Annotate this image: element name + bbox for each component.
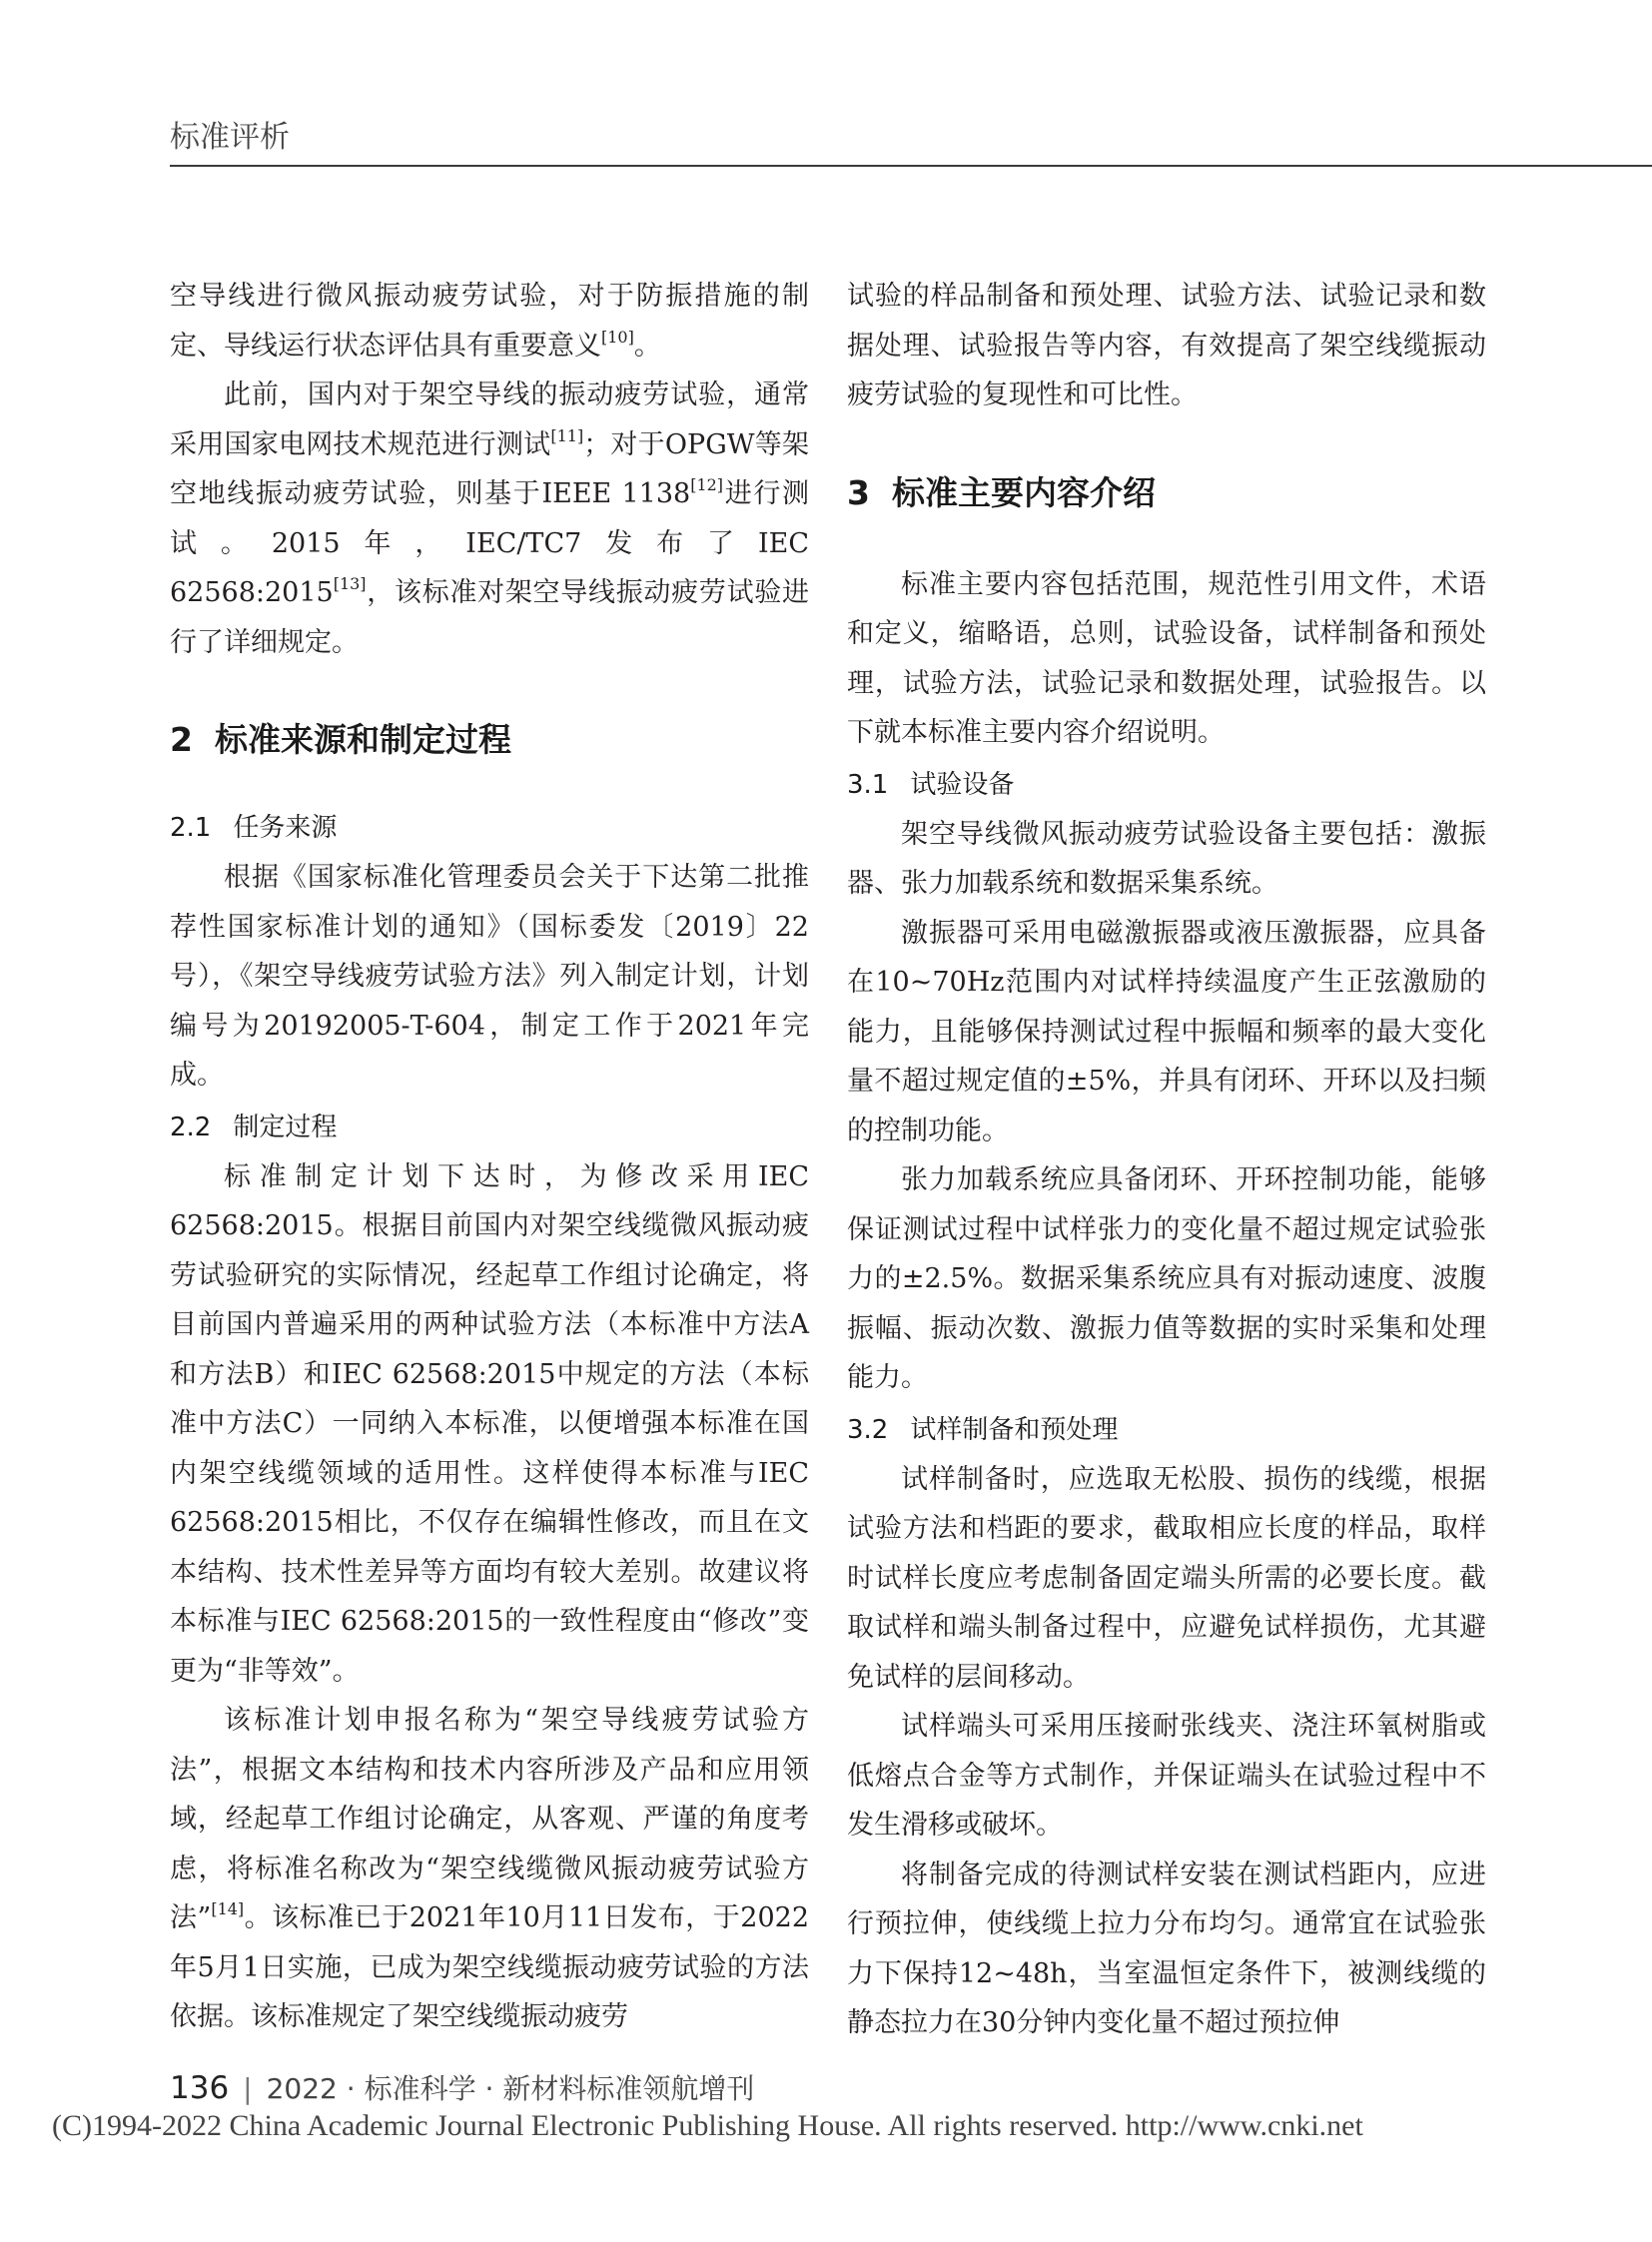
paragraph: 试验的样品制备和预处理、试验方法、试验记录和数据处理、试验报告等内容，有效提高了架空线缆振动疲劳试验的复现性和可比性。 (847, 281, 1486, 410)
footer-dot: · (346, 2072, 356, 2105)
citation: [11] (550, 425, 584, 445)
section-heading: 3 标准主要内容介绍 (847, 472, 1156, 512)
footer-journal: 标准科学 (364, 2072, 476, 2105)
subsection-heading: 2.2 制定过程 (170, 1112, 338, 1142)
footer-divider: | (243, 2072, 253, 2105)
paragraph: 此前，国内对于架空导线的振动疲劳试验，通常采用国家电网技术规范进行测试[11]；对于OPGW等架空地线振动疲劳试验，则基于IEEE 1138[12]进行测试。2015年，IEC/TC7发布了IEC 62568:2015[13]，该标准对架空导线振动疲劳试验进行了详细规定。 (170, 379, 810, 658)
subsection-heading: 3.2 试样制备和预处理 (847, 1414, 1119, 1445)
page-number: 136 (170, 2070, 230, 2106)
subsection-heading: 3.1 试验设备 (847, 769, 1015, 800)
citation: [10] (601, 327, 634, 347)
copyright-line: (C)1994-2022 China Academic Journal Electronic Publishing House. All rights reserved. http://www.cnki.net (52, 2109, 1363, 2142)
citation: [14] (211, 1899, 245, 1918)
paragraph: 空导线进行微风振动疲劳试验，对于防振措施的制定、导线运行状态评估具有重要意义[10]。 (170, 281, 809, 362)
page-footer (170, 2067, 754, 2107)
paragraph: 激振器可采用电磁激振器或液压激振器，应具备在10~70Hz范围内对试样持续温度产生正弦激励的能力，且能够保持测试过程中振幅和频率的最大变化量不超过规定值的±5%，并具有闭环、开环以及扫频的控制功能。 (847, 917, 1486, 1146)
footer-dot: · (484, 2072, 494, 2105)
citation: [12] (690, 475, 724, 494)
right-column (847, 272, 1486, 2048)
paragraph: 张力加载系统应具备闭环、开环控制功能，能够保证测试过程中试样张力的变化量不超过规定试验张力的±2.5%。数据采集系统应具有对振动速度、波腹振幅、振动次数、激振力值等数据的实时采集和处理能力。 (847, 1164, 1486, 1393)
paragraph: 根据《国家标准化管理委员会关于下达第二批推荐性国家标准计划的通知》（国标委发〔2019〕22号），《架空导线疲劳试验方法》列入制定计划，计划编号为20192005-T-604，制定工作于2021年完成。 (170, 862, 809, 1091)
paragraph: 架空导线微风振动疲劳试验设备主要包括：激振器、张力加载系统和数据采集系统。 (847, 818, 1486, 899)
citation: [13] (333, 574, 367, 593)
paragraph: 该标准计划申报名称为“架空导线疲劳试验方法”，根据文本结构和技术内容所涉及产品和应用领域，经起草工作组讨论确定，从客观、严谨的角度考虑，将标准名称改为“架空线缆微风振动疲劳试验方法”[14]。该标准已于2021年10月11日发布，于2022年5月1日实施，已成为架空线缆振动疲劳试验的方法依据。该标准规定了架空线缆振动疲劳 (170, 1705, 810, 2032)
paragraph: 试样制备时，应选取无松股、损伤的线缆，根据试验方法和档距的要求，截取相应长度的样品，取样时试样长度应考虑制备固定端头所需的必要长度。截取试样和端头制备过程中，应避免试样损伤，尤其避免试样的层间移动。 (847, 1463, 1486, 1693)
paragraph: 将制备完成的待测试样安装在测试档距内，应进行预拉伸，使线缆上拉力分布均匀。通常宜在试验张力下保持12~48h，当室温恒定条件下，被测线缆的静态拉力在30分钟内变化量不超过预拉伸 (847, 1859, 1486, 2038)
running-head: 标准评析 (170, 120, 290, 155)
section-heading: 2 标准来源和制定过程 (170, 720, 511, 759)
left-column (170, 272, 809, 2042)
paragraph: 试样端头可采用压接耐张线夹、浇注环氧树脂或低熔点合金等方式制作，并保证端头在试验过程中不发生滑移或破坏。 (847, 1711, 1486, 1841)
header-rule (170, 165, 1652, 167)
footer-supplement: 新材料标准领航增刊 (502, 2072, 755, 2105)
paragraph: 标准制定计划下达时，为修改采用IEC 62568:2015。根据目前国内对架空线缆微风振动疲劳试验研究的实际情况，经起草工作组讨论确定，将目前国内普遍采用的两种试验方法（本标准中方法A和方法B）和IEC 62568:2015中规定的方法（本标准中方法C）一同纳入本标准，以便增强本标准在国内架空线缆领域的适用性。这样使得本标准与IEC 62568:2015相比，不仅存在编辑性修改，而且在文本结构、技术性差异等方面均有较大差别。故建议将本标准与IEC 62568:2015的一致性程度由“修改”变更为“非等效”。 (170, 1160, 809, 1687)
paragraph: 标准主要内容包括范围，规范性引用文件，术语和定义，缩略语，总则，试验设备，试样制备和预处理，试验方法，试验记录和数据处理，试验报告。以下就本标准主要内容介绍说明。 (847, 568, 1486, 748)
subsection-heading: 2.1 任务来源 (170, 813, 338, 843)
footer-year: 2022 (266, 2072, 338, 2105)
